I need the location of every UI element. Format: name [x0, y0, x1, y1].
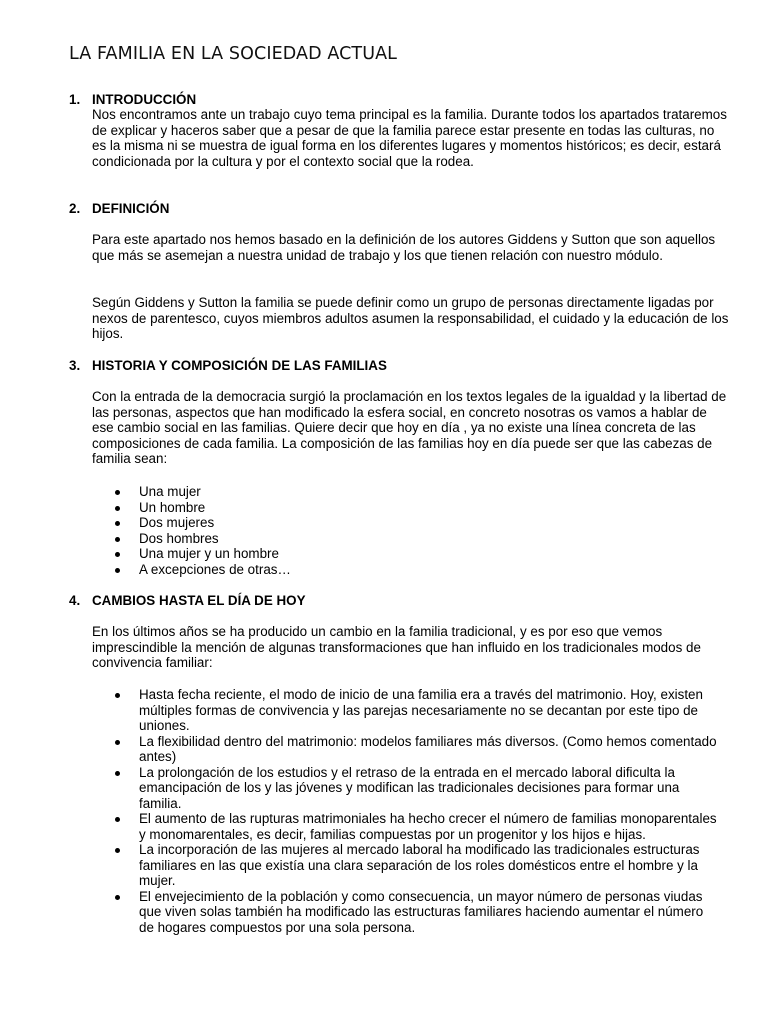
section-title: CAMBIOS HASTA EL DÍA DE HOY	[92, 593, 306, 608]
list-item-text: La incorporación de las mujeres al mercado laboral ha modificado las tradicionales estructuras familiares en las que existía una clara separación de los roles domésticos entre el hombre y la mujer.	[139, 842, 700, 888]
list-item-text: Una mujer y un hombre	[139, 546, 279, 561]
bullet-icon	[115, 568, 120, 573]
bullet-icon	[115, 817, 120, 822]
section-number: 2.	[69, 201, 81, 216]
list-item	[92, 811, 732, 842]
list-item-text: Dos hombres	[139, 530, 219, 546]
transformations-list	[92, 687, 732, 935]
section-paragraph: Nos encontramos ante un trabajo cuyo tema principal es la familia. Durante todos los apartados trataremos de explicar y haceros saber que a pesar de que la familia parece estar presente en todas las culturas, no es la misma ni se muestra de igual forma en los diferentes lugares y momentos históricos; es decir, estará condicionada por la cultura y por el contexto social que la rodea.	[92, 107, 727, 169]
section-title: HISTORIA Y COMPOSICIÓN DE LAS FAMILIAS	[92, 358, 387, 373]
section-number: 4.	[69, 593, 81, 608]
bullet-icon	[115, 552, 120, 557]
list-item	[92, 889, 732, 936]
list-item	[92, 531, 732, 547]
bullet-icon	[115, 771, 120, 776]
list-item-text: A excepciones de otras…	[139, 561, 291, 577]
section-title: DEFINICIÓN	[92, 201, 170, 216]
family-composition-list	[92, 484, 732, 577]
section-title: INTRODUCCIÓN	[92, 92, 197, 107]
list-item	[92, 484, 732, 500]
list-item	[92, 546, 732, 562]
list-item-text: El aumento de las rupturas matrimoniales ha hecho crecer el número de familias monoparentales y monomarentales, es decir, familias compuestas por un progenitor y los hijos e hijas.	[139, 811, 717, 842]
section-paragraph: Según Giddens y Sutton la familia se puede definir como un grupo de personas directamente ligadas por nexos de parentesco, cuyos miembros adultos asumen la responsabilidad, el cuidado y la educación de los hijos.	[92, 295, 729, 341]
section-paragraph: Con la entrada de la democracia surgió la proclamación en los textos legales de la igualdad y la libertad de las personas, aspectos que han modificado la esfera social, en concreto nosotras os vamos a hablar de ese cambio social en las familias. Quiere decir que hoy en día , ya no existe una línea concreta de las composiciones de cada familia. La composición de las familias hoy en día puede ser que las cabezas de familia sean:	[92, 389, 727, 466]
list-item	[92, 734, 732, 765]
bullet-icon	[115, 848, 120, 853]
list-item	[92, 842, 732, 889]
section-heading-historia	[69, 358, 387, 374]
section-paragraph: En los últimos años se ha producido un cambio en la familia tradicional, y es por eso que vemos imprescindible la mención de algunas transformaciones que han influido en los tradicionales modos de convivencia familiar:	[92, 624, 701, 670]
bullet-icon	[115, 693, 120, 698]
list-item-text: El envejecimiento de la población y como consecuencia, un mayor número de personas viudas que viven solas también ha modificado las estructuras familiares haciendo aumentar el número de hogares compuestos por una sola persona.	[139, 888, 704, 935]
list-item	[92, 515, 732, 531]
list-item	[92, 765, 732, 812]
list-item-text: Un hombre	[139, 499, 206, 515]
bullet-icon	[115, 490, 120, 495]
list-item	[92, 562, 732, 578]
list-item-text: La prolongación de los estudios y el retraso de la entrada en el mercado laboral dificulta la emancipación de los y las jóvenes y modifican las tradicionales decisiones para formar una familia.	[139, 764, 680, 811]
bullet-icon	[115, 521, 120, 526]
bullet-icon	[115, 740, 120, 745]
section-heading-definicion	[69, 201, 169, 217]
section-number: 3.	[69, 358, 81, 373]
list-item	[92, 687, 732, 734]
section-number: 1.	[69, 92, 81, 107]
bullet-icon	[115, 506, 120, 511]
section-heading-introduccion	[69, 92, 196, 108]
section-paragraph: Para este apartado nos hemos basado en la definición de los autores Giddens y Sutton que son aquellos que más se asemejan a nuestra unidad de trabajo y los que tienen relación con nuestro módulo.	[92, 232, 716, 263]
list-item-text: Una mujer	[139, 484, 201, 499]
list-item	[92, 500, 732, 516]
bullet-icon	[115, 537, 120, 542]
list-item-text: La flexibilidad dentro del matrimonio: modelos familiares más diversos. (Como hemos comentado antes)	[139, 733, 717, 764]
list-item-text: Hasta fecha reciente, el modo de inicio de una familia era a través del matrimonio. Hoy, existen múltiples formas de convivencia y las parejas necesariamente no se decantan por este tipo de uniones.	[139, 687, 703, 733]
list-item-text: Dos mujeres	[139, 515, 215, 530]
document-title: LA FAMILIA EN LA SOCIEDAD ACTUAL	[69, 44, 398, 64]
bullet-icon	[115, 895, 120, 900]
section-heading-cambios	[69, 593, 306, 609]
